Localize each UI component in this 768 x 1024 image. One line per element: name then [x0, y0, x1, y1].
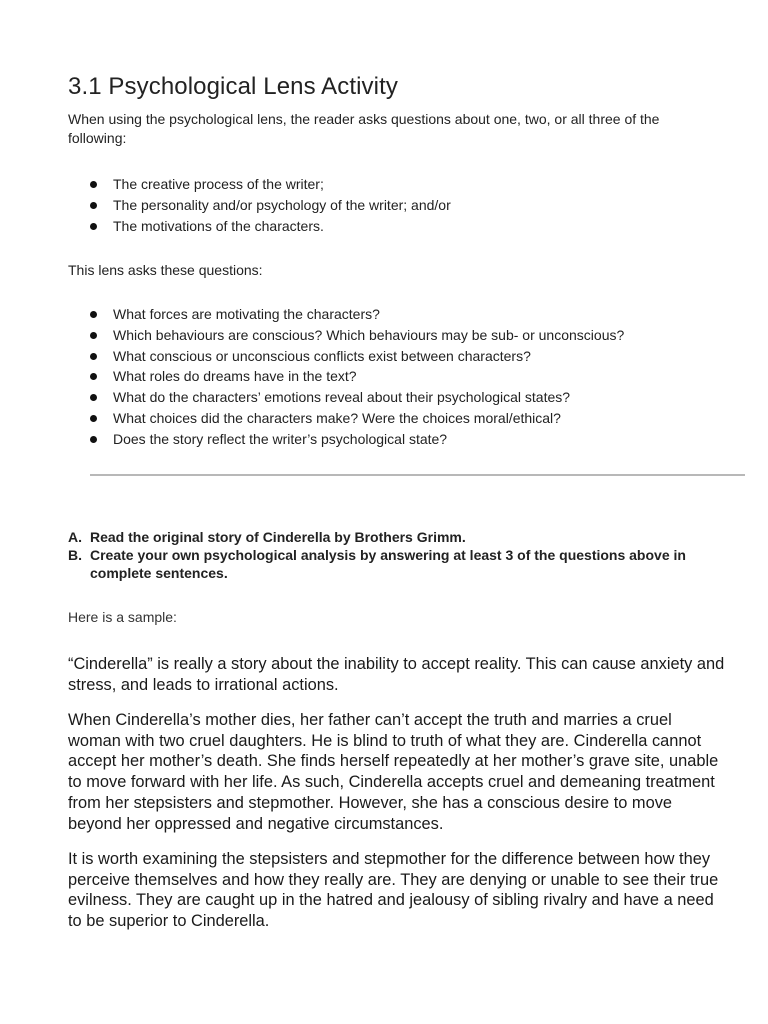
task-marker: B. — [68, 547, 82, 563]
sample-paragraph: When Cinderella’s mother dies, her father can’t accept the truth and marries a cruel woman with two cruel daughters. He is blind to truth of what they are. Cinderella cannot accept her mother’s death. She finds herself repeatedly at her mother’s grave site, unable to move forward with her life. As such, Cinderella accepts cruel and demeaning treatment from her stepsisters and stepmother. However, she has a conscious desire to move beyond her oppressed and negative circumstances. — [68, 711, 719, 833]
list-item-text: Which behaviours are conscious? Which behaviours may be sub- or unconscious? — [113, 326, 625, 343]
page-title: 3.1 Psychological Lens Activity — [68, 73, 398, 100]
task-item — [68, 528, 708, 546]
list-item — [68, 216, 451, 237]
focus-list — [68, 174, 451, 236]
list-item — [68, 408, 624, 429]
list-item-text: The motivations of the characters. — [113, 217, 324, 234]
list-item-text: Does the story reflect the writer’s psychological state? — [113, 430, 448, 447]
bullet-icon — [90, 415, 97, 422]
list-item — [68, 174, 451, 195]
list-item — [68, 429, 624, 450]
task-item — [68, 546, 708, 582]
task-marker: A. — [68, 529, 82, 545]
list-item — [68, 195, 451, 216]
list-item — [68, 387, 624, 408]
bullet-icon — [90, 394, 97, 401]
list-item-text: What do the characters’ emotions reveal about their psychological states? — [113, 389, 571, 406]
list-item — [68, 346, 624, 367]
bullet-icon — [90, 223, 97, 230]
list-item — [68, 304, 624, 325]
bullet-icon — [90, 332, 97, 339]
list-item-text: What forces are motivating the characters? — [113, 306, 380, 322]
horizontal-divider — [90, 474, 745, 476]
sample-label: Here is a sample: — [68, 609, 177, 625]
bullet-icon — [90, 181, 97, 188]
questions-intro: This lens asks these questions: — [68, 262, 263, 278]
bullet-icon — [90, 353, 97, 360]
bullet-icon — [90, 202, 97, 209]
task-list — [68, 528, 708, 582]
bullet-icon — [90, 373, 97, 380]
intro-text: When using the psychological lens, the reader asks questions about one, two, or all three of the following: — [68, 111, 660, 146]
list-item-text: What choices did the characters make? Were the choices moral/ethical? — [113, 409, 561, 426]
list-item-text: What roles do dreams have in the text? — [113, 368, 357, 385]
questions-list — [68, 304, 624, 450]
sample-paragraph: “Cinderella” is really a story about the inability to accept reality. This can cause anxiety and stress, and leads to irrational actions. — [68, 655, 725, 694]
list-item — [68, 325, 624, 346]
list-item-text: The creative process of the writer; — [113, 176, 324, 192]
bullet-icon — [90, 311, 97, 318]
task-text: Create your own psychological analysis by answering at least 3 of the questions above in complete sentences. — [90, 547, 686, 581]
list-item — [68, 366, 624, 387]
sample-paragraph: It is worth examining the stepsisters and stepmother for the difference between how they perceive themselves and how they really are. They are denying or unable to see their true evilness. They are caught up in the hatred and jealousy of sibling rivalry and have a need to be superior to Cinderella. — [68, 850, 719, 931]
list-item-text: What conscious or unconscious conflicts exist between characters? — [113, 347, 531, 364]
list-item-text: The personality and/or psychology of the writer; and/or — [113, 196, 451, 213]
bullet-icon — [90, 436, 97, 443]
task-text: Read the original story of Cinderella by Brothers Grimm. — [90, 529, 466, 545]
